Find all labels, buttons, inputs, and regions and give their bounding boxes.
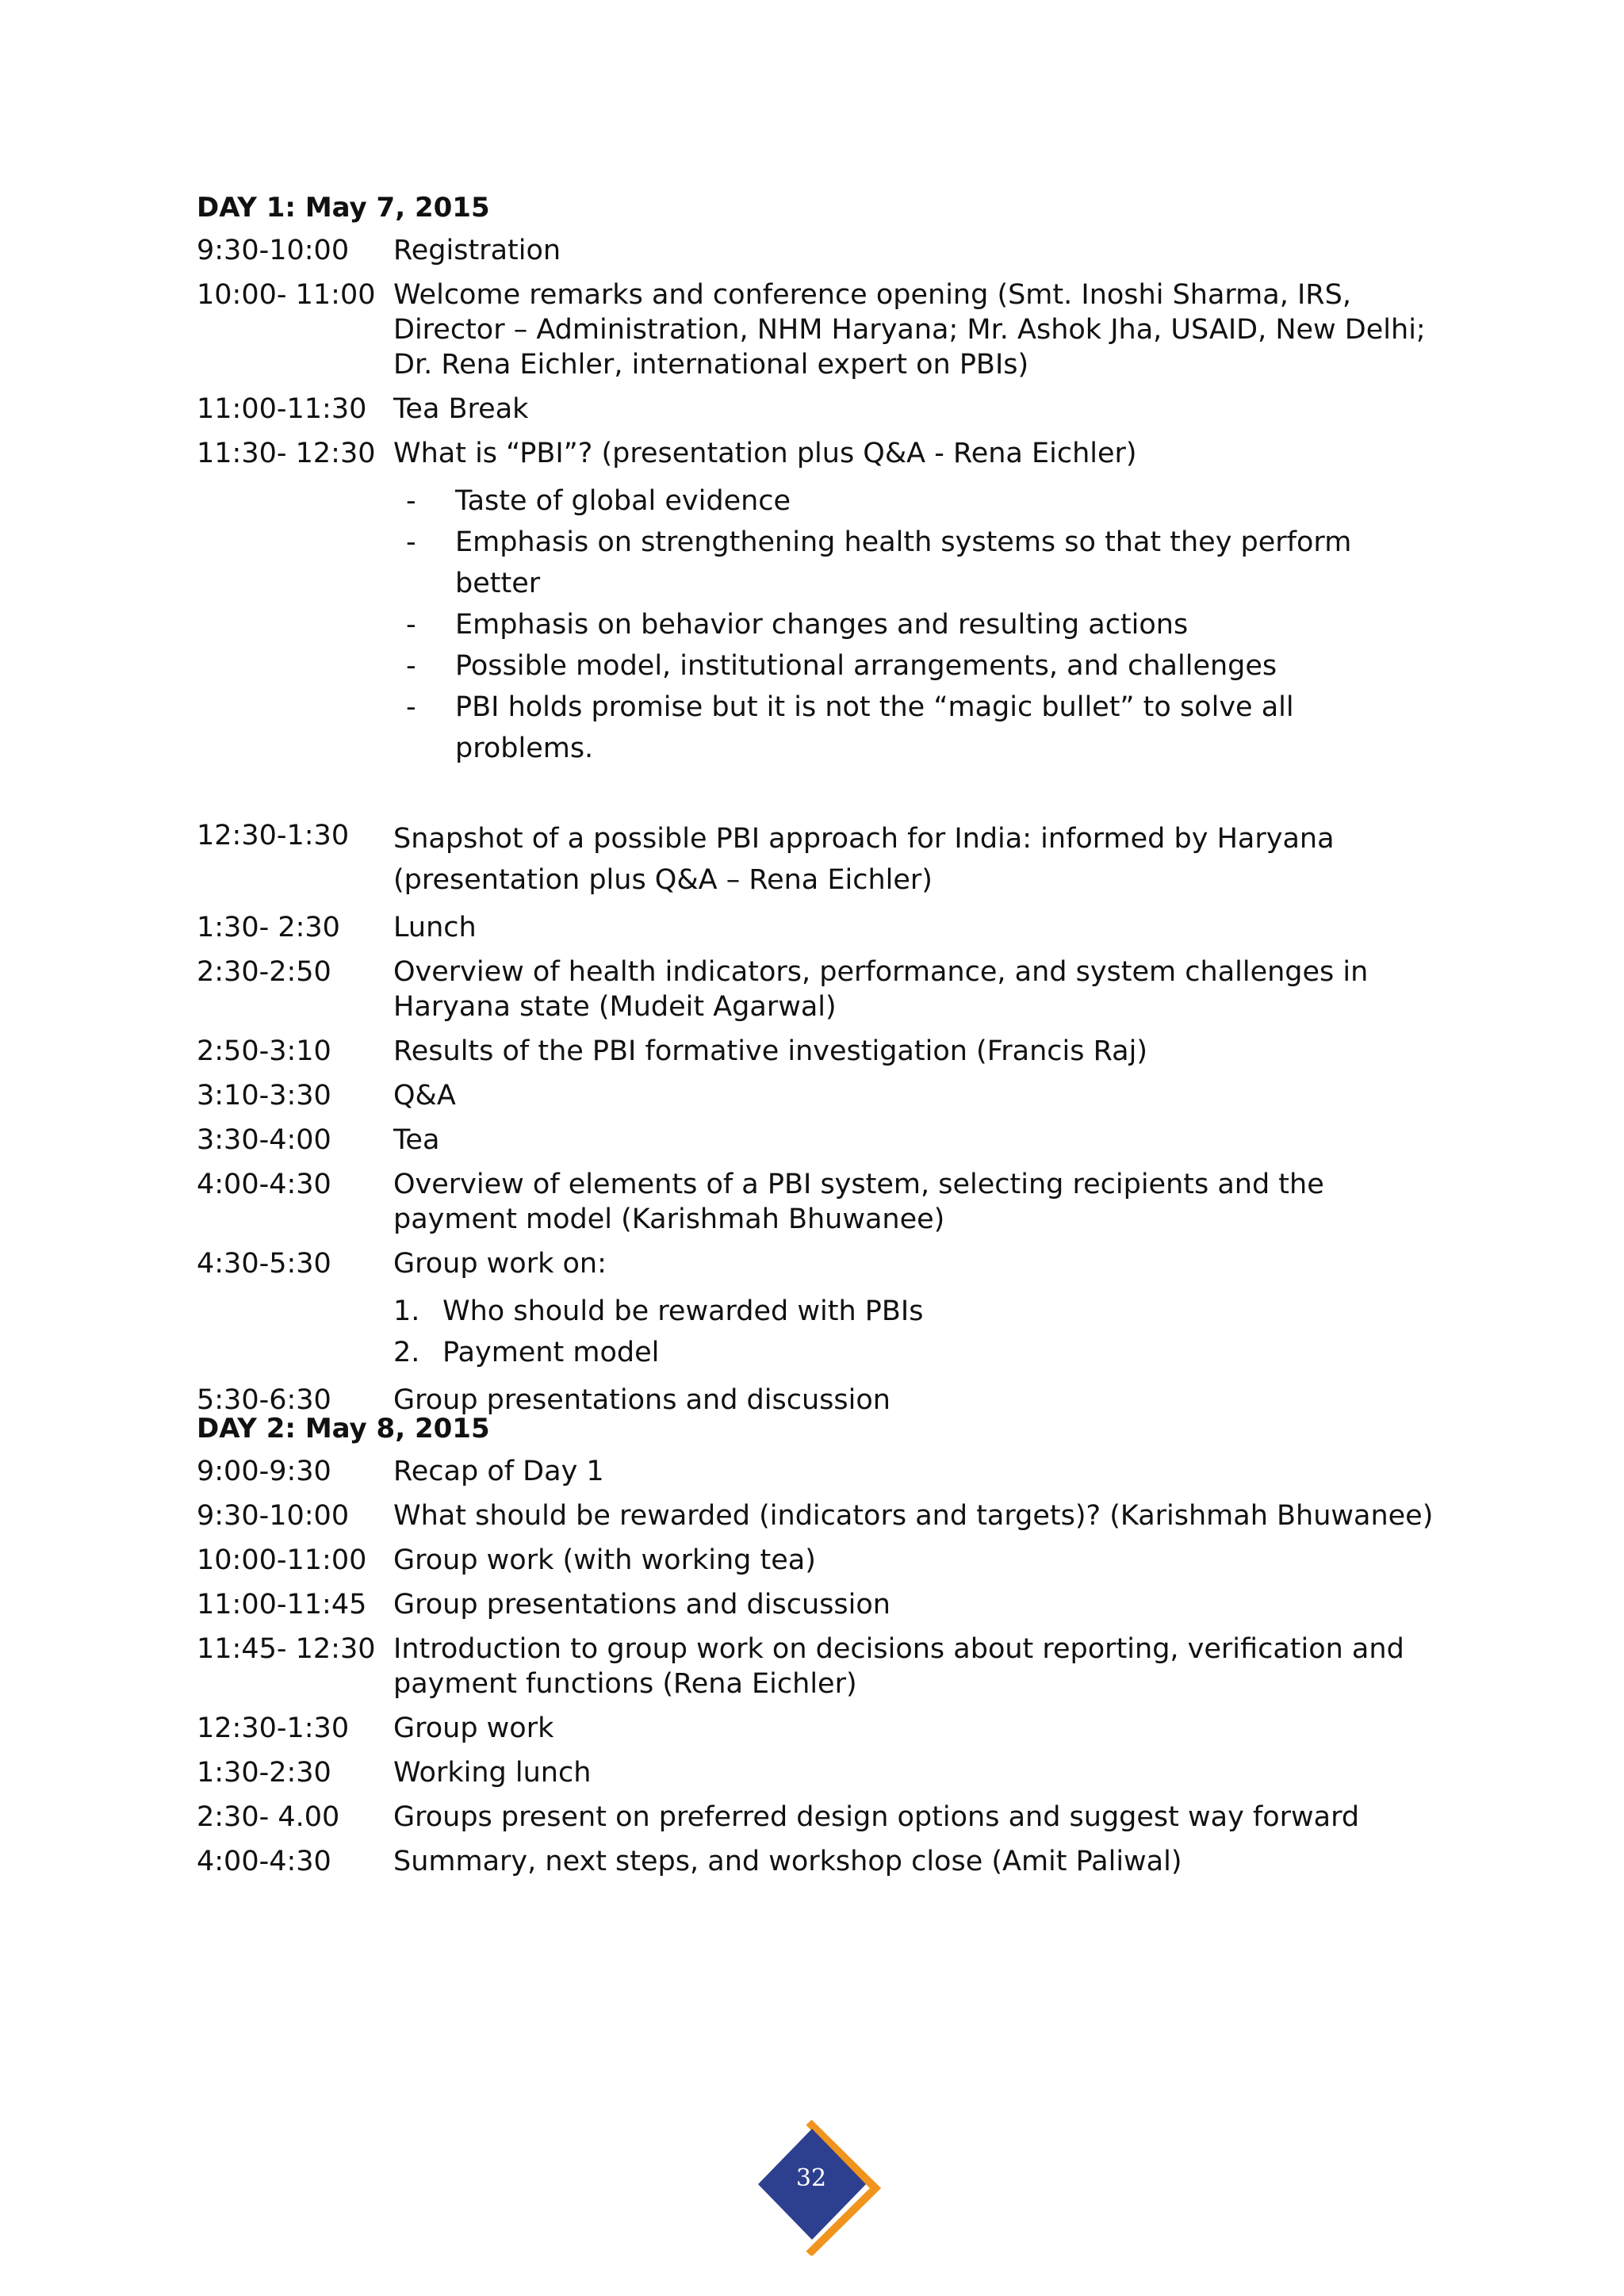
session-description: Welcome remarks and conference opening (Smt. Inoshi Sharma, IRS, Director – Administration, NHM Haryana; Mr. Ashok Jha, USAID, New Delhi; Dr. Rena Eichler, international expert on PBIs): [393, 279, 1426, 381]
session-row: [197, 436, 1434, 769]
session-description: Group presentations and discussion: [393, 1589, 891, 1621]
session-row: [197, 392, 1434, 427]
day2-heading: DAY 2: May 8, 2015: [197, 1413, 490, 1445]
session-row: [197, 1498, 1434, 1533]
session-time: 1:30-2:30: [197, 1757, 331, 1789]
dash-marker: -: [406, 485, 416, 517]
session-row: [197, 1844, 1434, 1879]
session-description: Introduction to group work on decisions about reporting, verification and payment functions (Rena Eichler): [393, 1633, 1404, 1700]
session-row: [197, 1034, 1434, 1069]
session-time: 2:30-2:50: [197, 956, 331, 988]
session-description: Summary, next steps, and workshop close (Amit Paliwal): [393, 1846, 1182, 1877]
bullet-item: [393, 604, 1434, 645]
numbered-text: Who should be rewarded with PBIs: [442, 1295, 924, 1327]
session-time: 11:00-11:30: [197, 393, 367, 425]
session-description: Tea: [393, 1124, 440, 1156]
dash-marker: -: [406, 691, 416, 723]
session-description: Group work (with working tea): [393, 1544, 816, 1576]
session-time: 11:00-11:45: [197, 1589, 367, 1621]
session-row: [197, 1246, 1434, 1373]
session-description: Tea Break: [393, 393, 529, 425]
session-description: Working lunch: [393, 1757, 592, 1789]
session-row: [197, 1543, 1434, 1578]
session-time: 4:30-5:30: [197, 1248, 331, 1280]
session-time: 4:00-4:30: [197, 1846, 331, 1877]
session-row: [197, 1454, 1434, 1489]
session-time: 1:30- 2:30: [197, 912, 340, 943]
session-title: What is “PBI”? (presentation plus Q&A - Rena Eichler): [393, 438, 1137, 469]
session-time: 11:45- 12:30: [197, 1633, 376, 1665]
bullet-text: Emphasis on behavior changes and resulting actions: [455, 609, 1189, 641]
bullet-item: [393, 687, 1434, 769]
numbered-item: [393, 1291, 1434, 1332]
item-number: 2.: [393, 1337, 420, 1368]
session-row: [197, 277, 1434, 382]
session-row: [197, 910, 1434, 945]
session-row: [197, 1123, 1434, 1158]
session-time: 11:30- 12:30: [197, 438, 376, 469]
session-row: [197, 955, 1434, 1024]
session-time: 2:30- 4.00: [197, 1801, 340, 1833]
session-description: [393, 1246, 1434, 1373]
bullet-text: Emphasis on strengthening health systems so that they perform better: [455, 526, 1352, 599]
session-time: 3:30-4:00: [197, 1124, 331, 1156]
session-row: [197, 1800, 1434, 1835]
session-description: [393, 436, 1434, 769]
numbered-item: [393, 1332, 1434, 1373]
bullet-item: [393, 480, 1434, 522]
session-title: Group work on:: [393, 1248, 607, 1280]
session-description: Overview of elements of a PBI system, selecting recipients and the payment model (Karishmah Bhuwanee): [393, 1169, 1324, 1235]
session-time: 9:30-10:00: [197, 1500, 350, 1532]
session-row: [197, 818, 1434, 901]
session-row: [197, 1167, 1434, 1237]
session-time: 12:30-1:30: [197, 820, 350, 851]
bullet-text: PBI holds promise but it is not the “magic bullet” to solve all problems.: [455, 691, 1294, 764]
day1-heading: DAY 1: May 7, 2015: [197, 192, 490, 224]
session-description: Registration: [393, 235, 561, 266]
session-row: [197, 233, 1434, 268]
session-row: [197, 1632, 1434, 1701]
session-time: 5:30-6:30: [197, 1384, 331, 1416]
session-description: Results of the PBI formative investigation (Francis Raj): [393, 1035, 1147, 1067]
session-row: [197, 1587, 1434, 1622]
numbered-text: Payment model: [442, 1337, 660, 1368]
bullet-text: Possible model, institutional arrangements, and challenges: [455, 650, 1277, 682]
session-row: [197, 1078, 1434, 1113]
item-number: 1.: [393, 1295, 420, 1327]
page-number: 32: [795, 2164, 827, 2192]
bullet-item: [393, 645, 1434, 687]
session-description: Overview of health indicators, performance, and system challenges in Haryana state (Mudeit Agarwal): [393, 956, 1369, 1023]
bullet-list: [393, 480, 1434, 769]
session-time: 10:00-11:00: [197, 1544, 367, 1576]
session-description: Group work: [393, 1712, 554, 1744]
session-row: [197, 1755, 1434, 1790]
session-description: What should be rewarded (indicators and targets)? (Karishmah Bhuwanee): [393, 1500, 1434, 1532]
numbered-list: [393, 1291, 1434, 1373]
day2-section: [197, 1411, 1434, 1888]
session-description: Groups present on preferred design options and suggest way forward: [393, 1801, 1360, 1833]
session-time: 10:00- 11:00: [197, 279, 376, 311]
dash-marker: -: [406, 526, 416, 558]
session-time: 4:00-4:30: [197, 1169, 331, 1200]
session-description: Recap of Day 1: [393, 1456, 604, 1487]
dash-marker: -: [406, 609, 416, 641]
bullet-text: Taste of global evidence: [455, 485, 791, 517]
session-row: [197, 1711, 1434, 1746]
session-time: 3:10-3:30: [197, 1080, 331, 1112]
session-time: 9:00-9:30: [197, 1456, 331, 1487]
session-description: Q&A: [393, 1080, 456, 1112]
day1-section: [197, 190, 1434, 1427]
session-description: Lunch: [393, 912, 477, 943]
bullet-item: [393, 522, 1434, 604]
dash-marker: -: [406, 650, 416, 682]
session-description: Group presentations and discussion: [393, 1384, 891, 1416]
session-time: 9:30-10:00: [197, 235, 350, 266]
session-description: Snapshot of a possible PBI approach for India: informed by Haryana (presentation plus Q&A – Rena Eichler): [393, 823, 1335, 896]
session-time: 12:30-1:30: [197, 1712, 350, 1744]
session-time: 2:50-3:10: [197, 1035, 331, 1067]
